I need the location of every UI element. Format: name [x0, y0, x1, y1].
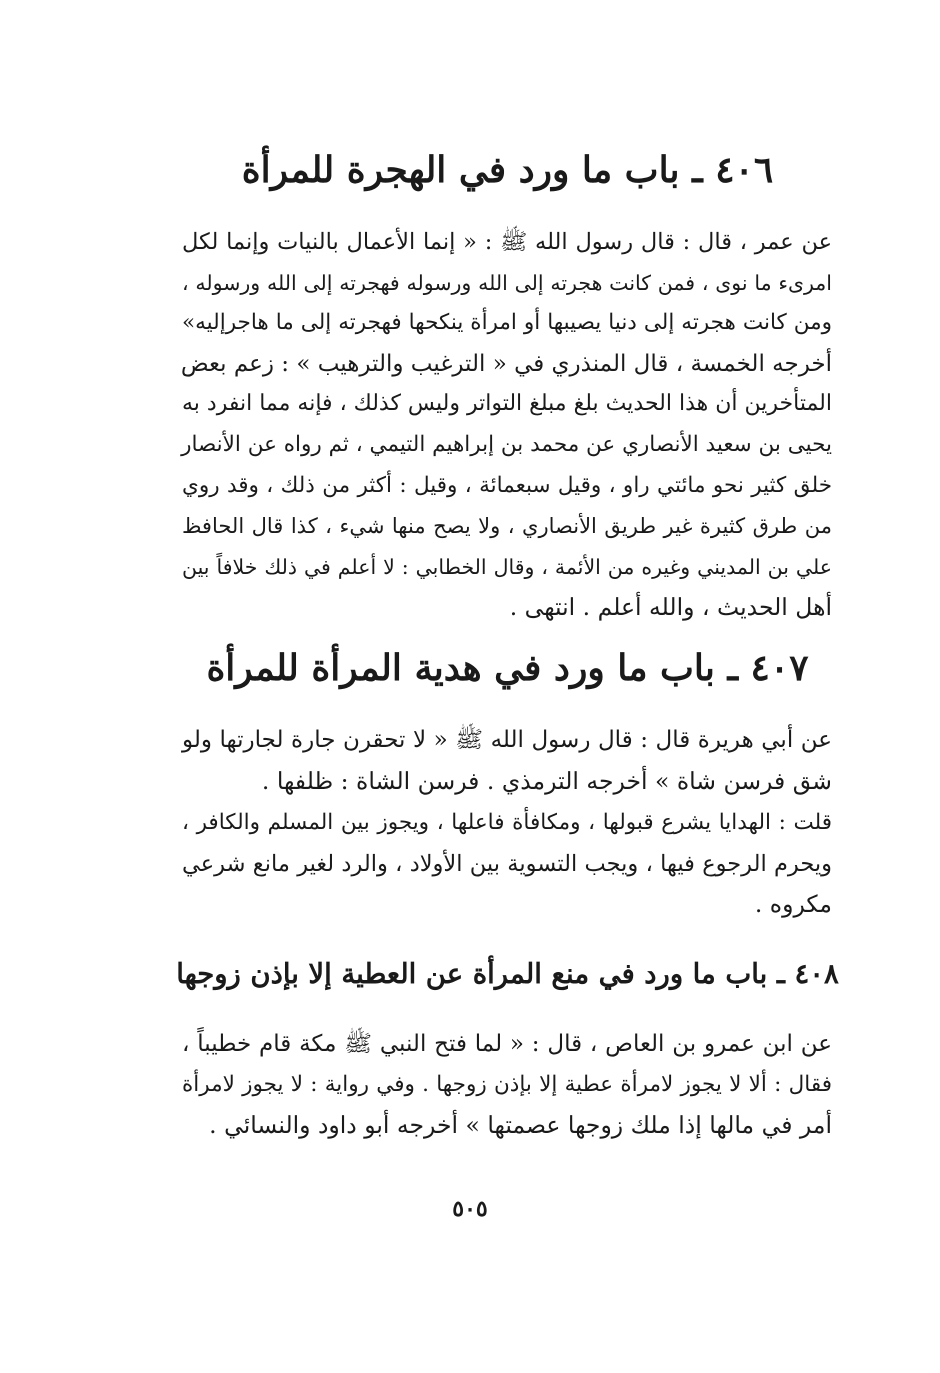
text-line: عن عمر ، قال : قال رسول الله ﷺ : « إنما الأعمال بالنيات وإنما لكل	[182, 229, 832, 255]
section-heading-407: ٤٠٧ ـ باب ما ورد في هدية المرأة للمرأة	[206, 647, 809, 689]
text-line: يحيى بن سعيد الأنصاري عن محمد بن إبراهيم التيمي ، ثم رواه عن الأنصار	[181, 431, 832, 457]
section-408-paragraph	[182, 1024, 832, 1146]
text-line: أمر في مالها إذا ملك زوجها عصمتها » أخرجه أبو داود والنسائي .	[209, 1111, 832, 1140]
text-line: أخرجه الخمسة ، قال المنذري في « الترغيب والترهيب » : زعم بعض	[180, 350, 832, 377]
text-line: خلق كثير نحو مائتي راو ، وقيل سبعمائة ، وقيل : أكثر من ذلك ، وقد روي	[182, 472, 832, 498]
text-line: من طرق كثيرة غير طريق الأنصاري ، ولا يصح منها شيء ، كذا قال الحافظ	[182, 514, 832, 539]
section-heading-408: ٤٠٨ ـ باب ما ورد في منع المرأة عن العطية إلا بإذن زوجها	[176, 958, 839, 990]
text-line: عن أبي هريرة قال : قال رسول الله ﷺ « لا تحقرن جارة لجارتها ولو	[182, 727, 832, 753]
text-line: ومن كانت هجرته إلى دنيا يصيبها أو امرأة ينكحها فهجرته إلى ما هاجرإليه»	[182, 310, 832, 336]
text-line: ويحرم الرجوع فيها ، ويجب التسوية بين الأولاد ، والرد لغير مانع شرعي	[182, 850, 832, 877]
text-line: المتأخرين أن هذا الحديث بلغ مبلغ التواتر وليس كذلك ، فإنه مما انفرد به	[182, 391, 832, 417]
text-line: عن ابن عمرو بن العاص ، قال : « لما فتح النبي ﷺ مكة قام خطيباً ،	[182, 1031, 832, 1057]
section-heading-406: ٤٠٦ ـ باب ما ورد في الهجرة للمرأة	[241, 149, 774, 191]
section-407-note-paragraph	[182, 803, 832, 925]
text-line: علي بن المديني وغيره من الأئمة ، وقال الخطابي : لا أعلم في ذلك خلافاً بين	[182, 554, 832, 579]
text-line: قلت : الهدايا يشرع قبولها ، ومكافأة فاعلها ، ويجوز بين المسلم والكافر ،	[182, 810, 832, 835]
text-line: امرىء ما نوى ، فمن كانت هجرته إلى الله ورسوله فهجرته إلى الله ورسوله ،	[182, 270, 832, 295]
section-406-paragraph	[182, 222, 832, 628]
page-number: ٥٠٥	[452, 1196, 488, 1222]
text-line: فقال : ألا لا يجوز لامرأة عطية إلا بإذن زوجها . وفي رواية : لا يجوز لامرأة	[182, 1071, 832, 1097]
text-line: أهل الحديث ، والله أعلم . انتهى .	[509, 593, 832, 622]
text-line: مكروه .	[754, 890, 832, 919]
section-407-paragraph	[182, 720, 832, 801]
text-line: شق فرسن شاة » أخرجه الترمذي . فرسن الشاة : ظلفها .	[261, 766, 832, 795]
